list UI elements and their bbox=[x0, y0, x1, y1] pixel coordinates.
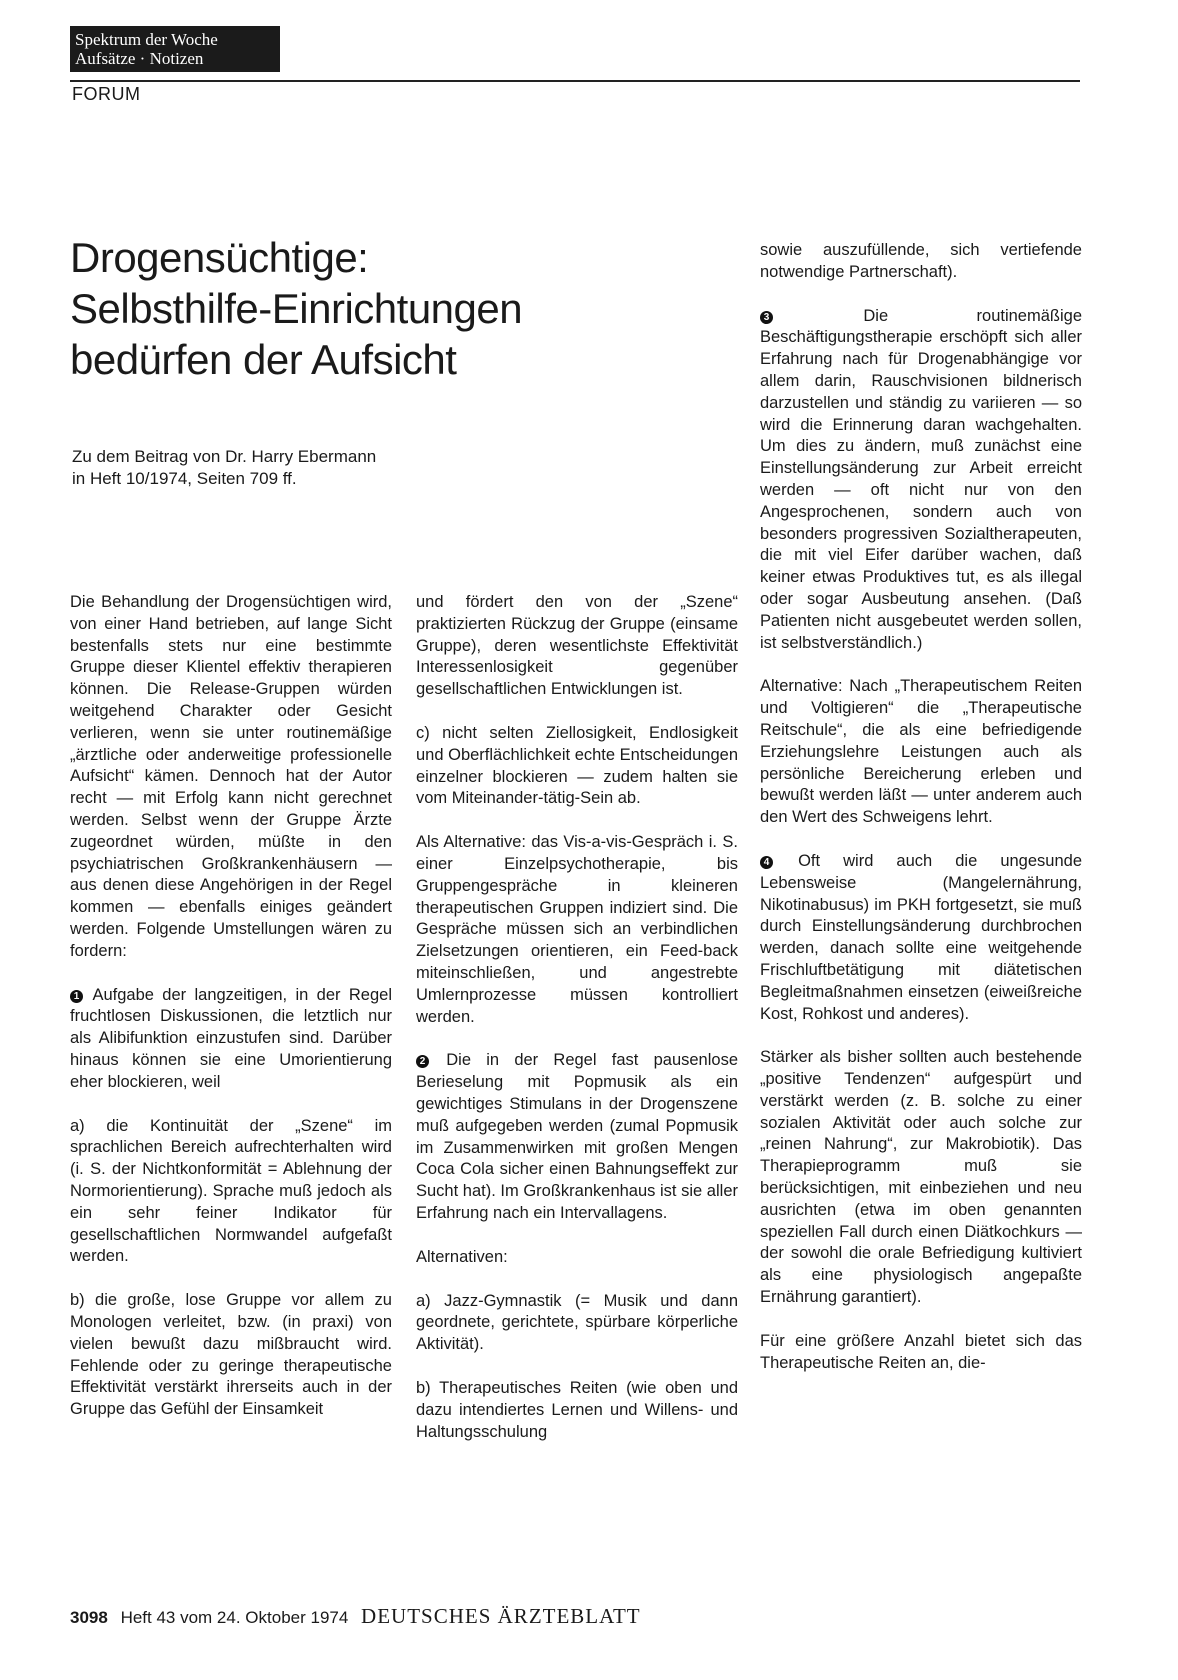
numbered-bullet-icon: 4 bbox=[760, 856, 773, 869]
paragraph-text: a) Jazz-Gymnastik (= Musik und dann geordnete, gerichtete, spürbare körperliche Aktivität). bbox=[416, 1291, 738, 1354]
paragraph bbox=[416, 592, 738, 701]
text-column-1 bbox=[70, 592, 392, 1443]
text-column-3 bbox=[760, 240, 1082, 1396]
paragraph bbox=[70, 1116, 392, 1269]
text-column-2 bbox=[416, 592, 738, 1465]
paragraph-text: sowie auszufüllende, sich vertiefende notwendige Partnerschaft). bbox=[760, 241, 1082, 281]
paragraph bbox=[416, 1291, 738, 1356]
paragraph bbox=[760, 240, 1082, 284]
numbered-bullet-icon: 1 bbox=[70, 990, 83, 1003]
paragraph-text: Die in der Regel fast pausenlose Berieselung mit Popmusik als ein gewichtiges Stimulans in der Drogenszene muß aufgegeben werden (zumal Popmusik im Zusammenwirken mit großen Mengen Coca Cola sicher einen Bahnungseffekt zur Sucht hat). Im Großkrankenhaus ist sie aller Erfahrung nach ein Intervallagens. bbox=[416, 1051, 738, 1222]
paragraph-text: b) die große, lose Gruppe vor allem zu Monologen verleitet, bzw. (in praxi) von vielen bewußt dazu mißbraucht wird. Fehlende oder zu geringe therapeutische Effektivität verstärkt ihrerseits auch in der Gruppe das Gefühl der Einsamkeit bbox=[70, 1291, 392, 1419]
paragraph bbox=[760, 1047, 1082, 1309]
paragraph-text: Aufgabe der langzeitigen, in der Regel fruchtlosen Diskussionen, die letztlich nur als Alibifunktion einzustufen sind. Darüber hinaus können sie eine Umorientierung eher blockieren, weil bbox=[70, 985, 392, 1091]
page-footer bbox=[70, 1604, 641, 1629]
issue-info: Heft 43 vom 24. Oktober 1974 bbox=[120, 1608, 349, 1627]
paragraph-text: a) die Kontinuität der „Szene“ im sprachlichen Bereich aufrechterhalten wird (i. S. der Nichtkonformität = Ablehnung der Normorientierung). Sprache muß jedoch als ein sehr feiner Indikator für gesellschaftlichen Normwandel aufgefaßt werden. bbox=[70, 1116, 392, 1266]
paragraph-text: Alternative: Nach „Therapeutischem Reiten und Voltigieren“ die „Therapeutische Reitschule“, die als eine befriedigende Erziehungslehre Leistungen auch als persönliche Bereicherung erleben und bewußt werden läßt — unter anderem auch den Wert des Schweigens lehrt. bbox=[760, 677, 1082, 827]
paragraph bbox=[70, 985, 392, 1094]
section-label bbox=[70, 26, 280, 72]
reference-line: in Heft 10/1974, Seiten 709 ff. bbox=[72, 469, 297, 488]
paragraph bbox=[760, 676, 1082, 829]
paragraph bbox=[760, 1331, 1082, 1375]
numbered-bullet-icon: 3 bbox=[760, 311, 773, 324]
paragraph-text: Alternativen: bbox=[416, 1247, 508, 1266]
paragraph bbox=[416, 1050, 738, 1224]
paragraph bbox=[760, 851, 1082, 1025]
section-label-line2: Aufsätze · Notizen bbox=[75, 49, 204, 68]
paragraph bbox=[760, 306, 1082, 655]
paragraph-text: und fördert den von der „Szene“ praktizierten Rückzug der Gruppe (einsame Gruppe), deren wesentlichste Effektivität Interessenlosigkeit gegenüber gesellschaftlichen Entwicklungen ist. bbox=[416, 593, 738, 699]
paragraph bbox=[70, 592, 392, 963]
paragraph-text: Stärker als bisher sollten auch bestehende „positive Tendenzen“ aufgespürt und verstärkt werden (z. B. solche zu einer sozialen Aktivität oder auch solche zur „reinen Nahrung“, zur Makrobiotik). Das Therapieprogramm muß sie berücksichtigen, mit einbeziehen und neu ausrichten (etwa im oben genannten speziellen Fall durch einen Diätkochkurs — der sowohl die orale Befriedigung kultiviert als eine physiologisch angepaßte Ernährung garantiert). bbox=[760, 1048, 1082, 1307]
article-reference bbox=[72, 446, 492, 490]
title-line: bedürfen der Aufsicht bbox=[70, 336, 457, 383]
paragraph-text: Die routinemäßige Beschäftigungstherapie erschöpft sich aller Erfahrung nach für Drogenabhängige vor allem darin, Rauschvisionen bildnerisch darzustellen und ständig zu variieren — so wird die Erinnerung daran wachgehalten. Um dies zu ändern, muß zunächst eine Einstellungsänderung zur Arbeit erreicht werden — oft nicht nur von den Angesprochenen, sondern auch von besonders progressiven Sozialtherapeuten, die mit viel Eifer darüber wachen, daß keiner etwas Produktives tut, es als illegal oder sogar Ausbeutung ansehen. (Daß Patienten nicht ausgebeutet werden sollen, ist selbstverständlich.) bbox=[760, 306, 1082, 652]
numbered-bullet-icon: 2 bbox=[416, 1055, 429, 1068]
article-title bbox=[70, 232, 710, 385]
paragraph-text: Oft wird auch die ungesunde Lebensweise (Mangelernährung, Nikotinabusus) im PKH fortgesetzt, sie muß durch Einstellungsänderung durchbrochen werden, danach sollte eine weitgehende Frischluftbetätigung mit diätetischen Begleitmaßnahmen einsetzen (eiweißreiche Kost, Rohkost und anderes). bbox=[760, 851, 1082, 1023]
paragraph-text: Für eine größere Anzahl bietet sich das Therapeutische Reiten an, die- bbox=[760, 1331, 1082, 1372]
section-label-line1: Spektrum der Woche bbox=[75, 30, 218, 49]
header-rule bbox=[70, 80, 1080, 82]
reference-line: Zu dem Beitrag von Dr. Harry Ebermann bbox=[72, 447, 377, 466]
paragraph bbox=[70, 1290, 392, 1421]
paragraph-text: c) nicht selten Ziellosigkeit, Endlosigkeit und Oberflächlichkeit echte Entscheidungen einzelner blockieren — zudem halten sie vom Miteinander-tätig-Sein ab. bbox=[416, 723, 738, 808]
rubric: FORUM bbox=[72, 84, 141, 104]
paragraph bbox=[416, 1378, 738, 1443]
title-line: Selbsthilfe-Einrichtungen bbox=[70, 285, 523, 332]
page-number: 3098 bbox=[70, 1608, 108, 1627]
journal-name: DEUTSCHES ÄRZTEBLATT bbox=[361, 1604, 641, 1628]
paragraph bbox=[416, 723, 738, 810]
paragraph-text: Als Alternative: das Vis-a-vis-Gespräch i. S. einer Einzelpsychotherapie, bis Gruppengespräche in kleineren therapeutischen Gruppen indiziert sind. Die Gespräche müssen sich an verbindlichen Zielsetzungen orientieren, ein Feed-back miteinschließen, und angestrebte Umlernprozesse müssen kontrolliert werden. bbox=[416, 833, 738, 1026]
paragraph-text: b) Therapeutisches Reiten (wie oben und dazu intendiertes Lernen und Willens- und Haltungsschulung bbox=[416, 1378, 738, 1441]
title-line: Drogensüchtige: bbox=[70, 234, 369, 281]
paragraph bbox=[416, 832, 738, 1028]
paragraph-text: Die Behandlung der Drogensüchtigen wird, von einer Hand betrieben, auf lange Sicht bestenfalls stets nur eine bestimmte Gruppe dieser Klientel effektiv therapieren können. Die Release-Gruppen würden weitgehend Charakter oder Gesicht verlieren, wenn sie unter routinemäßige „ärztliche oder anderweitige professionelle Aufsicht“ kämen. Dennoch hat der Autor recht — mit Erfolg kann nicht gerechnet werden. Selbst wenn der Gruppe Ärzte zugeordnet würden, müßte in den psychiatrischen Großkrankenhäusern — aus denen diese Angehörigen in der Regel kommen — ebenfalls einiges geändert werden. Folgende Umstellungen wären zu fordern: bbox=[70, 593, 392, 960]
paragraph bbox=[416, 1247, 738, 1269]
